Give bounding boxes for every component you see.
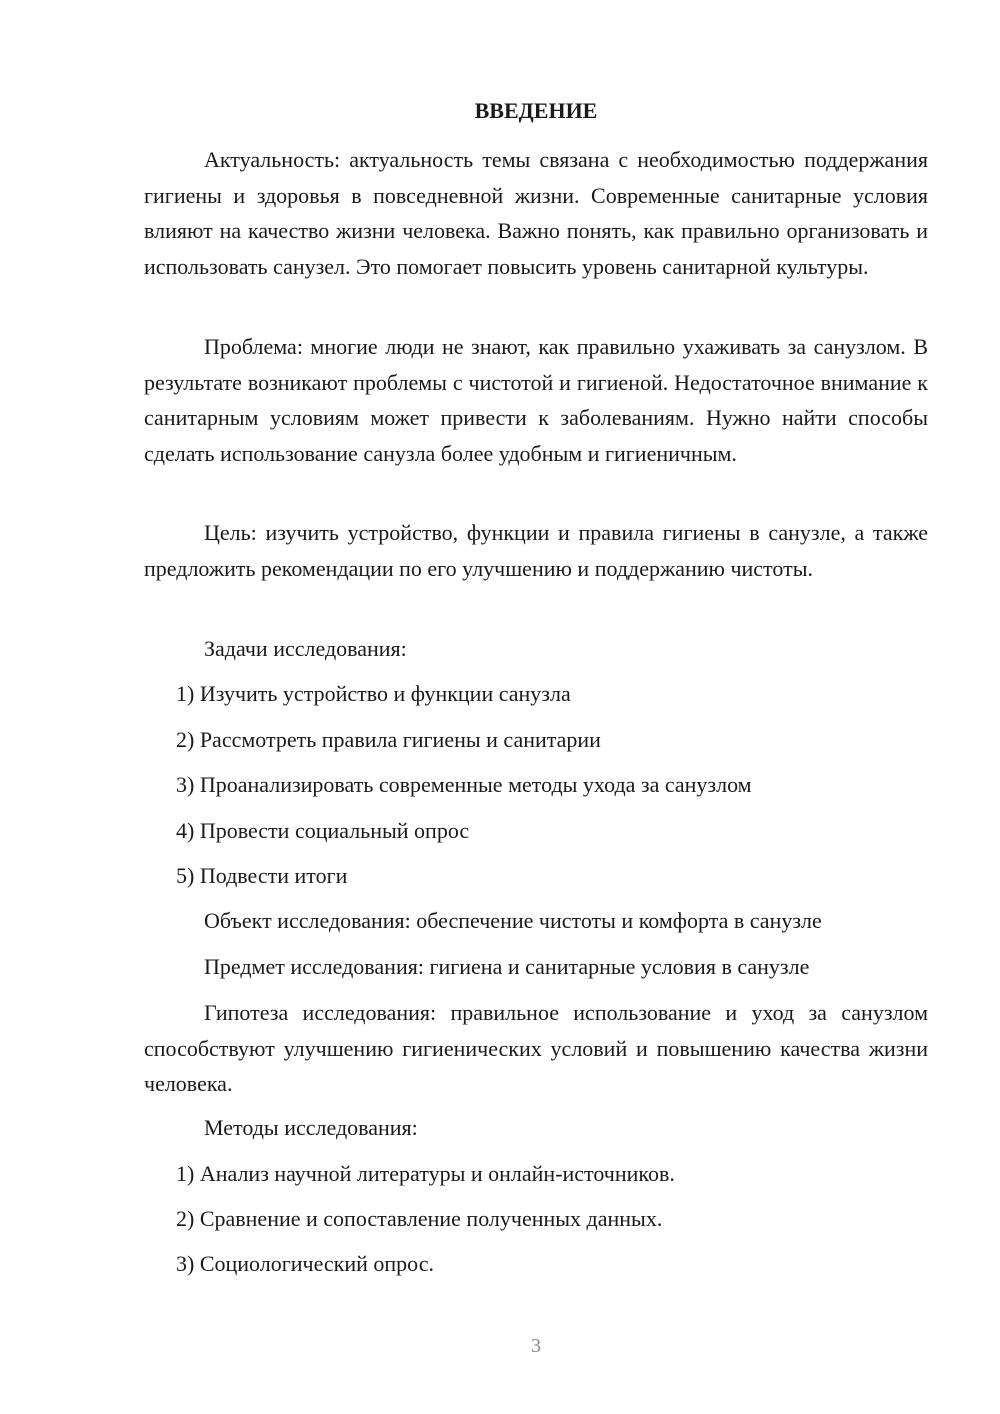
section-title: ВВЕДЕНИЕ [474, 98, 598, 123]
method-item: 1) Анализ научной литературы и онлайн-источников. [176, 1161, 675, 1186]
method-item: 2) Сравнение и сопоставление полученных данных. [176, 1206, 663, 1231]
method-item: 3) Социологический опрос. [176, 1251, 434, 1276]
task-item: 2) Рассмотреть правила гигиены и санитарии [176, 727, 601, 752]
task-item: 3) Проанализировать современные методы ухода за санузлом [176, 772, 752, 797]
tasks-heading: Задачи исследования: [204, 636, 407, 661]
relevance-paragraph: Актуальность: актуальность темы связана с необходимостью поддержания гигиены и здоровья в повседневной жизни. Современные санитарные условия влияют на качество жизни человека. Важно понять, как правильно организовать и использовать санузел. Это помогает повысить уровень санитарной культуры. [144, 147, 928, 279]
task-item: 5) Подвести итоги [176, 863, 348, 888]
research-object: Объект исследования: обеспечение чистоты и комфорта в санузле [204, 908, 822, 933]
task-item: 4) Провести социальный опрос [176, 818, 470, 843]
methods-heading: Методы исследования: [204, 1115, 418, 1140]
research-subject: Предмет исследования: гигиена и санитарные условия в санузле [204, 954, 810, 979]
problem-paragraph: Проблема: многие люди не знают, как правильно ухаживать за санузлом. В результате возникают проблемы с чистотой и гигиеной. Недостаточное внимание к санитарным условиям может привести к заболеваниям. Нужно найти способы сделать использование санузла более удобным и гигиеничным. [144, 334, 928, 466]
goal-paragraph: Цель: изучить устройство, функции и правила гигиены в санузле, а также предложить рекомендации по его улучшению и поддержанию чистоты. [144, 520, 928, 581]
page-number: 3 [531, 1335, 541, 1357]
task-item: 1) Изучить устройство и функции санузла [176, 681, 571, 706]
hypothesis-paragraph: Гипотеза исследования: правильное использование и уход за санузлом способствуют улучшению гигиенических условий и повышению качества жизни человека. [144, 1000, 928, 1096]
